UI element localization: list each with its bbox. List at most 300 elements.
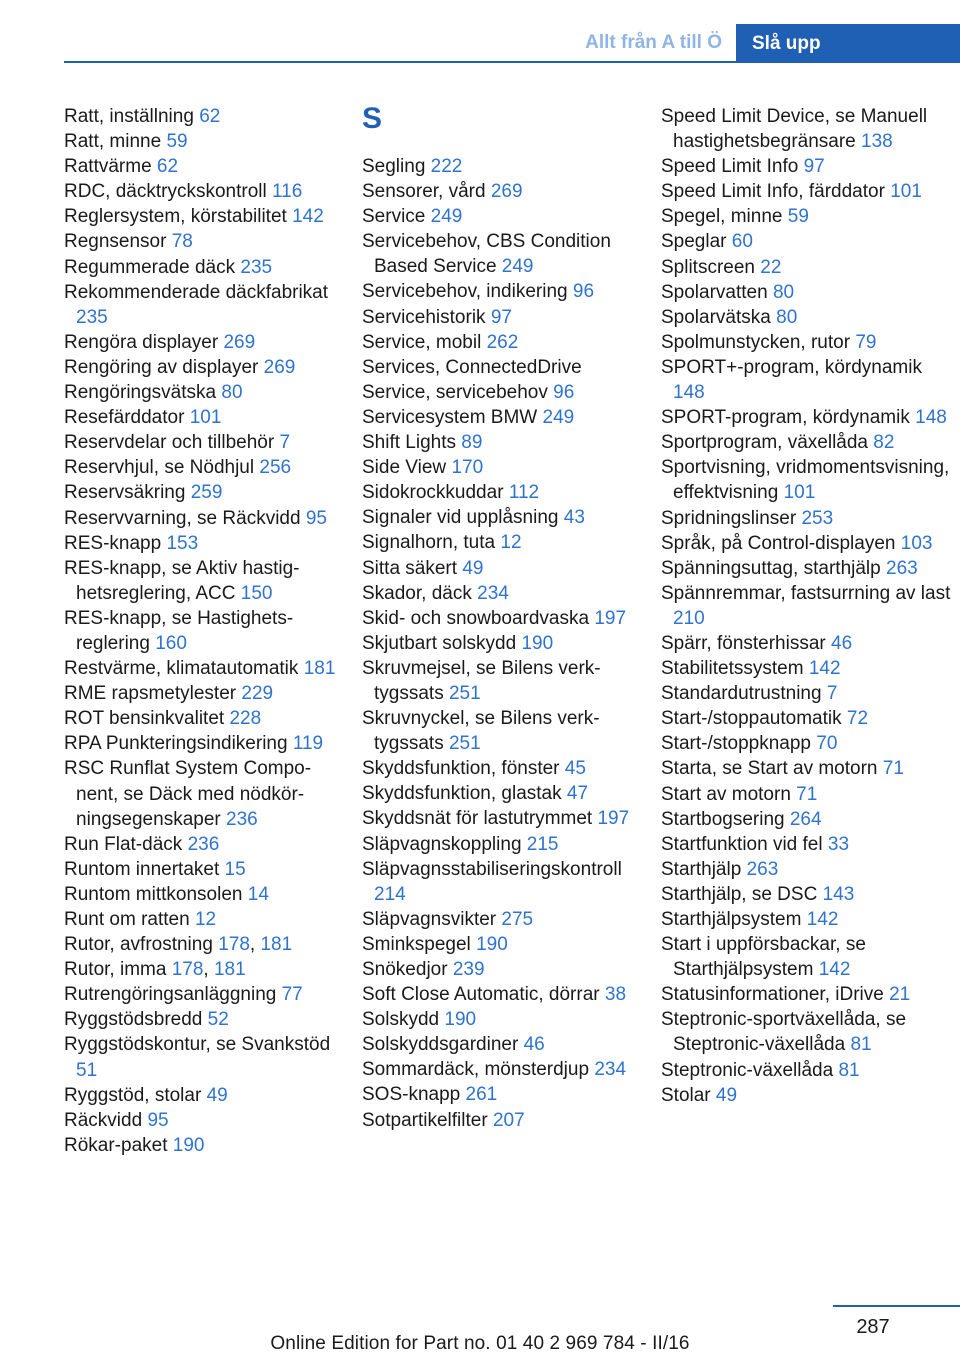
page-link[interactable]: 249 (430, 206, 463, 228)
page-link[interactable]: 71 (796, 783, 818, 805)
page-link[interactable]: 89 (461, 432, 483, 454)
index-entry (661, 430, 951, 455)
index-entry (362, 932, 644, 957)
index-entry (661, 631, 951, 656)
page-link[interactable]: 112 (508, 482, 540, 504)
lookup-tab[interactable]: Slå upp (736, 24, 960, 63)
index-entry (362, 806, 644, 831)
index-term: Rutor, imma (64, 959, 167, 981)
page-link[interactable]: 269 (223, 331, 256, 353)
page-link[interactable]: 256 (259, 457, 292, 479)
index-entry (362, 1057, 644, 1082)
index-entry (64, 255, 344, 280)
index-term: Service, mobil (362, 331, 482, 353)
page-link[interactable]: 263 (886, 557, 918, 579)
page-link[interactable]: 263 (746, 858, 779, 880)
page-link[interactable]: 72 (846, 708, 869, 730)
index-term: Steptronic-sportväxellåda, se Steptronic-växellåda (661, 1009, 907, 1056)
index-entry (661, 581, 951, 631)
index-term: Släpvagnsstabiliseringskontroll (362, 858, 622, 880)
index-term: Servicesystem BMW (362, 406, 538, 428)
page-link[interactable]: 77 (281, 984, 303, 1006)
index-term: RDC, däcktryckskontroll (64, 181, 267, 203)
page-link[interactable]: 52 (207, 1009, 229, 1031)
index-entry (362, 1007, 644, 1032)
page-link[interactable]: 49 (715, 1084, 738, 1106)
page-link[interactable]: 269 (490, 181, 523, 203)
page-link[interactable]: 116 (272, 181, 303, 203)
page-link[interactable]: 51 (76, 1059, 98, 1081)
page-link[interactable]: 259 (190, 482, 223, 504)
index-term: Sitta säkert (362, 557, 458, 579)
index-entry (661, 982, 951, 1007)
page-link[interactable]: 178 (171, 959, 204, 981)
index-entry (661, 255, 951, 280)
index-term: Rekommenderade däckfabrikat (64, 281, 329, 303)
index-entry (64, 154, 344, 179)
index-term: Statusinformationer, iDrive (661, 984, 884, 1006)
index-entry (362, 229, 644, 279)
index-entry (661, 807, 951, 832)
index-entry (64, 731, 344, 756)
index-entry (64, 1133, 344, 1158)
page-link[interactable]: 95 (305, 507, 327, 529)
index-term: Start av motorn (661, 783, 791, 805)
page-link[interactable]: 101 (189, 407, 222, 429)
index-term: Släpvagnskoppling (362, 833, 522, 855)
index-term: Run Flat-däck (64, 833, 183, 855)
index-term: Spänningsuttag, starthjälp (661, 557, 881, 579)
index-entry (64, 857, 344, 882)
index-entry (661, 280, 951, 305)
index-term: Rengöring av displayer (64, 356, 259, 378)
index-entry (362, 656, 644, 706)
index-term: Splitscreen (661, 256, 755, 278)
page-link[interactable]: 142 (806, 909, 839, 930)
page-link[interactable]: 22 (760, 256, 782, 278)
index-term: Speed Limit Info, färddator (661, 181, 885, 203)
page-link[interactable]: 79 (855, 331, 877, 353)
index-entry (362, 154, 644, 179)
page-link[interactable]: 81 (838, 1059, 860, 1081)
index-column-3 (661, 104, 951, 1108)
page-link[interactable]: 38 (604, 984, 627, 1006)
index-entry (64, 1108, 344, 1133)
footer-rule (833, 1305, 960, 1307)
section-tab[interactable]: Allt från A till Ö (585, 31, 722, 53)
page-link[interactable]: 235 (76, 306, 108, 328)
page-link[interactable]: 49 (206, 1084, 228, 1106)
page-link[interactable]: 249 (542, 406, 575, 428)
page-link[interactable]: 251 (448, 733, 481, 755)
page-link[interactable]: 46 (831, 632, 853, 654)
index-term: Starthjälpsystem (661, 909, 802, 930)
page-link[interactable]: 7 (279, 432, 291, 454)
index-entry (64, 1083, 344, 1108)
page-link[interactable]: 153 (166, 532, 199, 554)
index-term: Sotpartikelfilter (362, 1109, 488, 1131)
index-term: Starthjälp, se DSC (661, 883, 818, 905)
index-term: Rökar-paket (64, 1134, 168, 1156)
index-term: RPA Punkteringsindikering (64, 733, 288, 755)
index-term: Reservsäkring (64, 482, 186, 504)
page-link[interactable]: 269 (263, 356, 296, 378)
page-link[interactable]: 261 (465, 1084, 498, 1106)
page-link[interactable]: 160 (155, 632, 187, 654)
edition-note: Online Edition for Part no. 01 40 2 969 784 - II/16 (270, 1333, 690, 1354)
page-link[interactable]: 43 (563, 507, 585, 529)
index-entry (661, 882, 951, 907)
index-term: Sidokrockkuddar (362, 482, 504, 504)
page-link[interactable]: 190 (444, 1009, 477, 1031)
index-term: RES-knapp (64, 532, 162, 554)
page-link[interactable]: 197 (597, 808, 630, 830)
index-term: Sminkspegel (362, 933, 471, 955)
index-term: Skruvnyckel, se Bilens verktygssats (362, 708, 600, 755)
index-term: Skruvmejsel, se Bilens verktygssats (362, 657, 601, 704)
index-term: Starthjälp (661, 858, 742, 880)
index-entry (661, 1083, 951, 1108)
index-term: Servicebehov, indikering (362, 281, 568, 303)
page-link[interactable]: 150 (240, 582, 273, 604)
page-link[interactable]: 60 (731, 231, 753, 253)
index-entry (64, 756, 344, 831)
page-link[interactable]: 46 (523, 1034, 545, 1056)
index-term: Skador, däck (362, 582, 472, 604)
index-term: Sportprogram, växellåda (661, 432, 868, 454)
index-term: Start-/stoppautomatik (661, 708, 842, 730)
index-entry (661, 1058, 951, 1083)
index-term: Solskyddsgardiner (362, 1034, 519, 1056)
index-term: Startfunktion vid fel (661, 833, 823, 855)
index-entry (362, 480, 644, 505)
index-entry (661, 832, 951, 857)
page-link[interactable]: 21 (889, 984, 911, 1006)
index-term: Spolarvatten (661, 281, 768, 303)
index-term: Ratt, minne (64, 131, 162, 153)
page-link[interactable]: 253 (801, 507, 834, 529)
index-term: Stabilitetssystem (661, 658, 804, 680)
page-link[interactable]: 62 (156, 156, 179, 178)
page-link[interactable]: 81 (850, 1034, 872, 1056)
index-term: Sportvisning, vridmomentsvisning, effektvisning (661, 457, 950, 504)
index-term: Service (362, 206, 426, 228)
index-term: Rutrengöringsanläggning (64, 984, 277, 1006)
index-term: Skyddsfunktion, fönster (362, 758, 560, 780)
page-link[interactable]: 70 (816, 733, 838, 755)
index-term: Segling (362, 156, 426, 177)
page-link[interactable]: 12 (194, 909, 217, 930)
index-entry (64, 1032, 344, 1082)
index-term: SPORT-program, kördynamik (661, 407, 910, 429)
index-entry (661, 104, 951, 154)
index-term: Stolar (661, 1084, 711, 1106)
index-column-2 (362, 104, 644, 1133)
index-entry (362, 179, 644, 204)
index-entry (64, 606, 344, 656)
page-link[interactable]: 96 (553, 381, 575, 403)
index-entry (362, 1032, 644, 1057)
page-link[interactable]: 181 (303, 658, 336, 680)
page-link[interactable]: 181 (260, 934, 293, 956)
index-entry (64, 832, 344, 857)
page-link[interactable]: 97 (490, 306, 512, 328)
page-link[interactable]: 207 (492, 1109, 525, 1131)
page-link[interactable]: 251 (448, 682, 481, 704)
index-term: SOS-knapp (362, 1084, 461, 1106)
page-link[interactable]: 47 (566, 783, 589, 805)
index-term: Speed Limit Device, se Manuell hastighetsbegränsare (661, 106, 928, 153)
index-entry (661, 681, 951, 706)
index-entry (661, 1007, 951, 1057)
page-link[interactable]: 96 (572, 281, 595, 303)
index-entry (661, 455, 951, 505)
index-letter-heading: S (362, 102, 383, 135)
index-column-1 (64, 104, 344, 1158)
index-entry (64, 330, 344, 355)
index-term: Skyddsnät för lastutrymmet (362, 808, 593, 830)
index-term: Rattvärme (64, 156, 152, 178)
index-term: Shift Lights (362, 432, 456, 454)
page-link[interactable]: 142 (292, 206, 324, 228)
index-entry (362, 355, 644, 380)
page-link[interactable]: 239 (452, 959, 485, 980)
index-entry (362, 1082, 644, 1107)
index-term: Standardutrustning (661, 683, 822, 705)
page-link[interactable]: 275 (501, 908, 534, 930)
index-term: Spolmunstycken, rutor (661, 331, 851, 353)
index-entry (661, 305, 951, 330)
index-entry (661, 229, 951, 254)
index-term: Signalhorn, tuta (362, 532, 496, 554)
index-entry (362, 957, 644, 982)
index-term: Starta, se Start av motorn (661, 758, 878, 780)
index-term: Reservvarning, se Räckvidd (64, 507, 301, 529)
index-entry (661, 857, 951, 882)
index-term: Service, servicebehov (362, 381, 548, 403)
index-entry (64, 907, 344, 932)
page-link[interactable]: 181 (213, 959, 246, 981)
index-term: Rutor, avfrostning (64, 934, 213, 956)
index-term: Spridningslinser (661, 507, 797, 529)
index-entry (362, 505, 644, 530)
index-entry (661, 506, 951, 531)
page-link[interactable]: 234 (594, 1059, 627, 1081)
index-entry (64, 204, 344, 229)
page-link[interactable]: 236 (187, 833, 220, 855)
index-entry (661, 932, 951, 982)
index-term: Sommardäck, mönsterdjup (362, 1059, 590, 1081)
index-entry (362, 455, 644, 480)
page-link[interactable]: 236 (226, 808, 258, 830)
index-entry (661, 531, 951, 556)
index-entry (362, 530, 644, 555)
index-entry (64, 455, 344, 480)
index-entry (362, 832, 644, 857)
page-link[interactable]: 190 (476, 933, 508, 955)
index-term: Side View (362, 457, 447, 479)
page-link[interactable]: 190 (521, 632, 554, 654)
index-entry (661, 782, 951, 807)
page-link[interactable]: 264 (789, 808, 822, 830)
index-entry (64, 179, 344, 204)
index-entry (661, 656, 951, 681)
index-entry (362, 706, 644, 756)
index-entry (64, 506, 344, 531)
page-link[interactable]: 138 (861, 131, 893, 153)
index-entry (362, 556, 644, 581)
index-term: Spolarvätska (661, 306, 771, 328)
index-entry (661, 204, 951, 229)
page-link[interactable]: 148 (673, 382, 705, 404)
page-link[interactable]: 222 (430, 156, 463, 177)
index-entry (64, 656, 344, 681)
index-term: ROT bensinkvalitet (64, 708, 225, 730)
index-entry (64, 480, 344, 505)
page-link[interactable]: 210 (673, 607, 705, 629)
index-entry (362, 204, 644, 229)
index-entry: Rutor, avfrostning 178, 181 (64, 934, 293, 956)
index-entry (362, 430, 644, 455)
index-term: Resefärddator (64, 407, 185, 429)
page-link[interactable]: 148 (915, 407, 947, 429)
index-entry (362, 982, 644, 1007)
page-link[interactable]: 235 (240, 256, 273, 278)
index-term: Ryggstödsbredd (64, 1009, 203, 1031)
index-entry (64, 1007, 344, 1032)
page-link[interactable]: 143 (822, 883, 855, 905)
index-term: Sensorer, vård (362, 181, 486, 203)
index-term: Start-/stoppknapp (661, 733, 811, 755)
page-link[interactable]: 249 (501, 256, 534, 278)
page-link[interactable]: 33 (827, 833, 850, 855)
page-link[interactable]: 197 (594, 607, 627, 629)
index-entry (362, 305, 644, 330)
index-entry (64, 556, 344, 606)
page-link[interactable]: 12 (500, 532, 522, 554)
page-link[interactable]: 97 (803, 156, 825, 178)
index-term: Räckvidd (64, 1109, 143, 1131)
index-entry (661, 355, 951, 405)
index-term: Soft Close Automatic, dörrar (362, 984, 600, 1006)
index-entry (362, 380, 644, 405)
page-link[interactable]: 14 (247, 883, 269, 905)
index-entry (64, 355, 344, 380)
page-link[interactable]: 78 (171, 231, 193, 253)
page-link[interactable]: 45 (564, 758, 586, 780)
index-entry (64, 380, 344, 405)
index-term: Steptronic-växellåda (661, 1059, 834, 1081)
index-term: RME rapsmetylester (64, 683, 237, 705)
page-link[interactable]: 262 (486, 331, 519, 353)
index-entry (362, 907, 644, 932)
page-link[interactable]: 214 (374, 883, 406, 905)
index-term: Skyddsfunktion, glastak (362, 783, 562, 805)
index-term: Skjutbart solskydd (362, 632, 517, 654)
index-entry (64, 129, 344, 154)
index-term: Snökedjor (362, 959, 448, 980)
page-link[interactable]: 190 (172, 1134, 205, 1156)
index-term: Språk, på Control-displayen (661, 532, 896, 554)
index-term: Runt om ratten (64, 909, 190, 930)
page-link[interactable]: 49 (462, 557, 484, 579)
index-entry (661, 756, 951, 781)
index-entry (64, 681, 344, 706)
index-entry (362, 781, 644, 806)
index-entry (661, 556, 951, 581)
index-term: Speed Limit Info (661, 156, 799, 178)
index-term: Start i uppförsbackar, se Starthjälpsystem (661, 934, 866, 981)
page-link[interactable]: 82 (873, 432, 895, 454)
page-link[interactable]: 234 (477, 582, 509, 604)
index-entry (362, 857, 644, 907)
page-link[interactable]: 59 (166, 131, 188, 153)
page-link[interactable]: 95 (147, 1109, 169, 1131)
index-term: Rengöra displayer (64, 331, 219, 353)
page-link[interactable]: 80 (772, 281, 795, 303)
index-term: Solskydd (362, 1009, 440, 1031)
page-link[interactable]: 229 (241, 683, 274, 705)
index-entry (64, 430, 344, 455)
index-term: Services, ConnectedDrive (362, 356, 582, 378)
index-entry (362, 279, 644, 304)
page-link[interactable]: 170 (451, 457, 484, 479)
page-link[interactable]: 228 (229, 708, 262, 730)
index-entry (64, 229, 344, 254)
index-entry (362, 606, 644, 631)
index-term: Reservdelar och tillbehör (64, 432, 275, 454)
page-link[interactable]: 142 (808, 658, 841, 680)
page-link[interactable]: 71 (882, 758, 904, 780)
index-entry (64, 405, 344, 430)
page-link[interactable]: 101 (783, 482, 816, 504)
index-entry (661, 706, 951, 731)
index-term: Reservhjul, se Nödhjul (64, 457, 255, 479)
index-term: Rengöringsvätska (64, 382, 217, 404)
page-link[interactable]: 59 (787, 206, 809, 228)
index-entry (362, 330, 644, 355)
page-link[interactable]: 80 (221, 382, 243, 404)
index-entry (64, 531, 344, 556)
index-entry (661, 154, 951, 179)
page-link[interactable]: 142 (818, 959, 851, 981)
index-entry (362, 756, 644, 781)
index-term: Servicehistorik (362, 306, 486, 328)
page-link[interactable]: 215 (526, 833, 559, 855)
page-link[interactable]: 80 (776, 306, 798, 328)
index-entry (64, 982, 344, 1007)
index-entry (64, 104, 344, 129)
page-link[interactable]: 101 (890, 181, 922, 203)
index-term: Runtom mittkonsolen (64, 883, 243, 905)
index-term: Spännremmar, fastsurrning av last (661, 582, 951, 604)
index-entry (64, 706, 344, 731)
page-link[interactable]: 178 (218, 934, 250, 956)
index-entry (661, 731, 951, 756)
index-term: Regummerade däck (64, 256, 236, 278)
page-link[interactable]: 7 (826, 683, 838, 705)
index-term: RES-knapp, se Hastighetsreglering (64, 607, 294, 654)
page-link[interactable]: 103 (900, 532, 933, 554)
page-link[interactable]: 15 (224, 858, 246, 880)
page-link[interactable]: 119 (292, 733, 324, 755)
index-term: Skid- och snowboardvaska (362, 607, 590, 629)
index-entry (661, 907, 951, 932)
index-entry: Rutor, imma 178, 181 (64, 959, 246, 981)
page-link[interactable]: 62 (199, 106, 221, 127)
index-term: Ryggstödskontur, se Svankstöd (64, 1034, 331, 1056)
index-entry (661, 405, 951, 430)
